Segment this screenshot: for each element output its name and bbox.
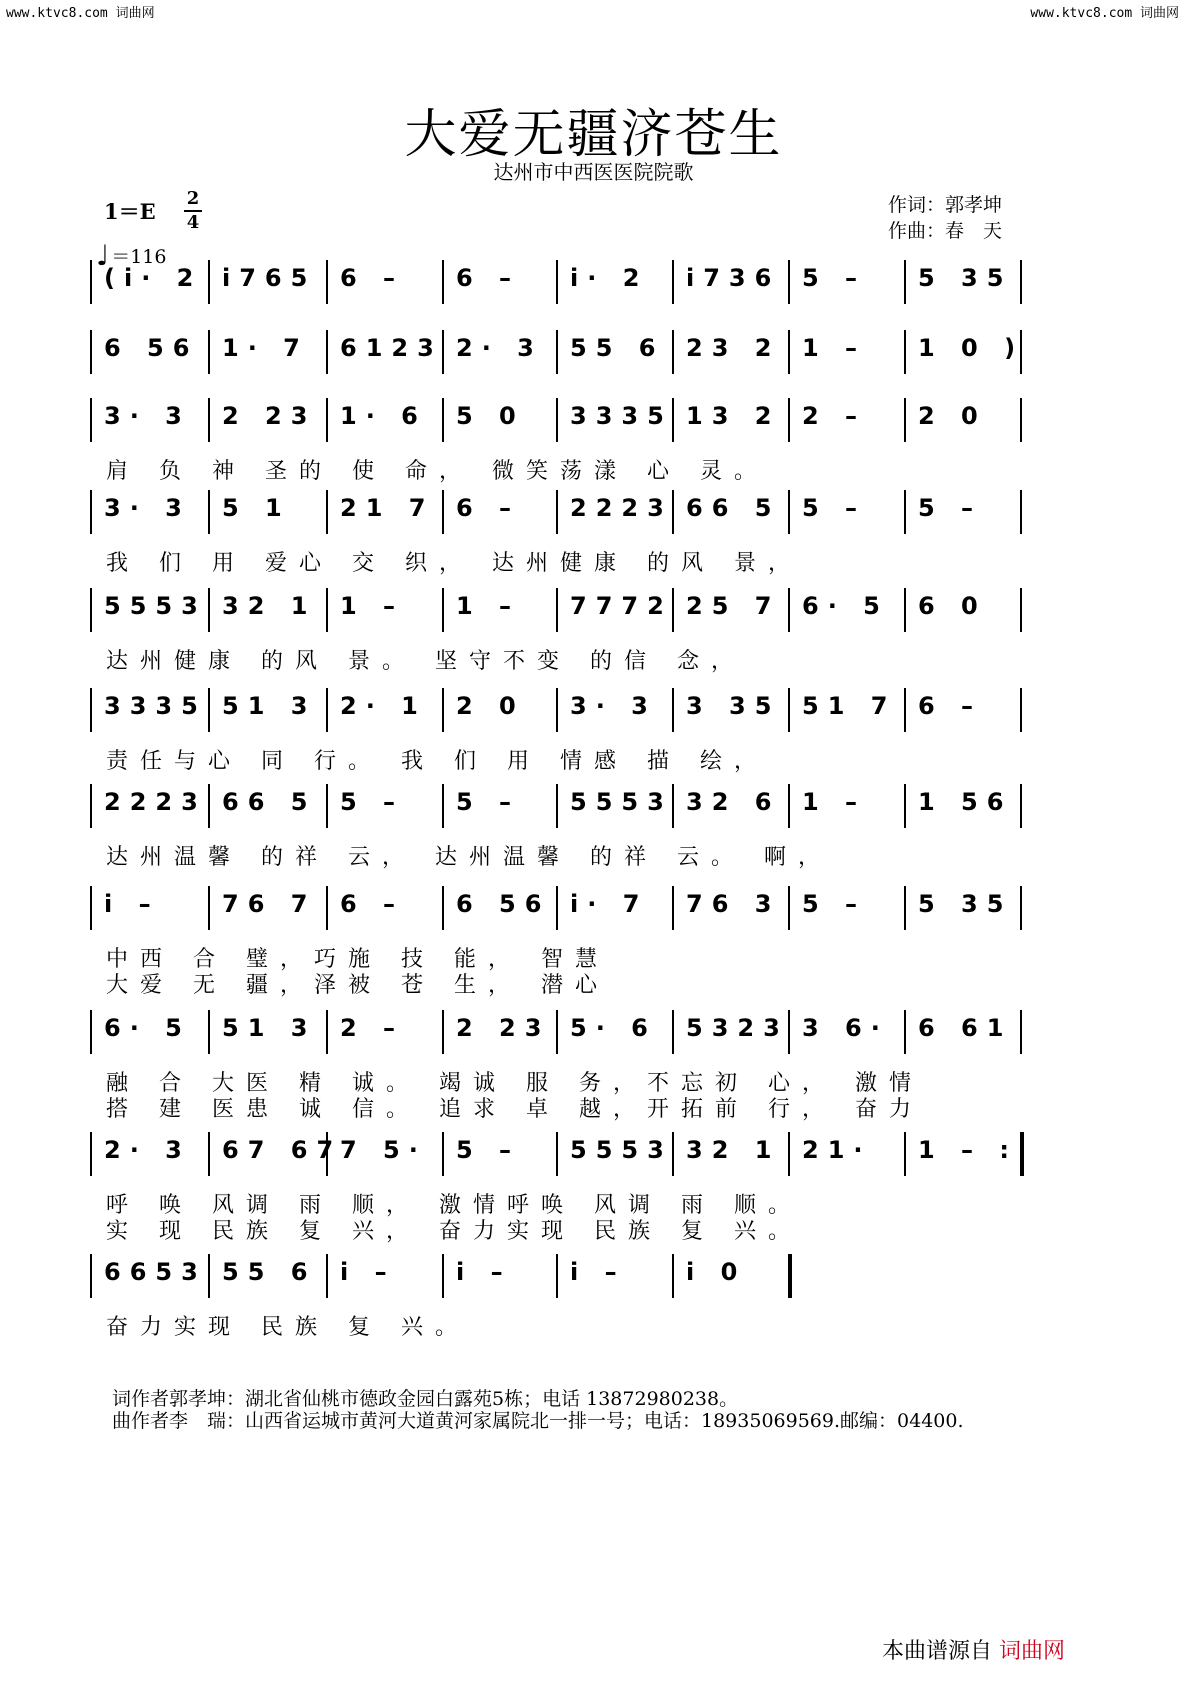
note-line [90, 782, 1100, 830]
measure-notes: 51 3 [222, 1014, 317, 1042]
measure [904, 396, 1020, 444]
barline [1020, 886, 1022, 930]
measure [672, 328, 788, 376]
measure [208, 1008, 326, 1056]
measure-notes: 3· 3 [104, 402, 191, 430]
measure-notes: 1 – [802, 788, 867, 816]
measure-notes: 2223 [570, 494, 673, 522]
measure [788, 884, 904, 932]
meter-bottom: 4 [186, 212, 200, 233]
song-subtitle: 达州市中西医医院院歌 [493, 160, 694, 184]
measure [208, 1130, 343, 1178]
measure [208, 884, 326, 932]
measure [208, 328, 326, 376]
measure [904, 884, 1020, 932]
measure-notes: 5 – [802, 264, 867, 292]
measure [208, 396, 326, 444]
measure-notes: 5553 [570, 788, 673, 816]
note-line [90, 1008, 1100, 1056]
measure [556, 686, 672, 734]
measure-notes: 2 – [802, 402, 867, 430]
measure [904, 1130, 1020, 1178]
source-note [882, 1634, 1065, 1665]
measure-notes: 1 – [340, 592, 405, 620]
measure [788, 1008, 904, 1056]
measure-notes: 3· 3 [570, 692, 657, 720]
measure [904, 782, 1020, 830]
measure-notes: 23 2 [686, 334, 781, 362]
measure [556, 1130, 672, 1178]
lyric-line: 肩 负 神 圣的 使 命， 微笑荡漾 心 灵。 [106, 459, 768, 484]
measure [556, 1252, 672, 1300]
measure-notes: 2· 1 [340, 692, 427, 720]
measure [672, 1130, 788, 1178]
measure-notes: 66 5 [222, 788, 317, 816]
measure-notes: 1 0 ) [918, 334, 1025, 362]
measure-notes: 1 56 [918, 788, 1013, 816]
measure [442, 1008, 556, 1056]
measure [672, 782, 788, 830]
measure [326, 884, 442, 932]
measure [326, 782, 442, 830]
measure-notes: i765 [222, 264, 317, 292]
measure-notes: 5 35 [918, 264, 1013, 292]
measure [788, 686, 904, 734]
measure [556, 884, 672, 932]
barline [1020, 1010, 1022, 1054]
measure-notes: 1· 7 [222, 334, 309, 362]
measure [672, 686, 788, 734]
barline [1020, 1132, 1024, 1176]
measure-notes: 6 61 [918, 1014, 1013, 1042]
measure-notes: 5 – [456, 1136, 521, 1164]
lyric-line: 中西 合 璧，巧施 技 能， 智慧 [106, 947, 609, 972]
measure-notes: 66 5 [686, 494, 781, 522]
measure-notes: 5· 6 [570, 1014, 657, 1042]
measure-notes: 21 7 [340, 494, 435, 522]
key-signature: 1＝E [104, 199, 156, 224]
measure [208, 586, 326, 634]
measure-notes: 3335 [104, 692, 207, 720]
measure [904, 586, 1020, 634]
barline [1020, 260, 1022, 304]
measure [788, 258, 904, 306]
measure [90, 884, 208, 932]
measure [442, 488, 556, 536]
measure [442, 396, 556, 444]
measure [208, 782, 326, 830]
lyric-line: 呼 唤 风调 雨 顺， 激情呼唤 风调 雨 顺。 [106, 1193, 802, 1218]
note-line [90, 586, 1100, 634]
measure-notes: i· 7 [570, 890, 649, 918]
note-line [90, 396, 1100, 444]
measure [556, 782, 672, 830]
lyric-line: 大爱 无 疆，泽被 苍 生， 潜心 [106, 973, 609, 998]
measure-notes: 32 6 [686, 788, 781, 816]
note-line [90, 1130, 1100, 1178]
measure-notes: 6 – [918, 692, 983, 720]
measure-notes: 5323 [686, 1014, 789, 1042]
measure [788, 328, 904, 376]
measure [672, 258, 788, 306]
measure-notes: 55 6 [570, 334, 665, 362]
measure-notes: 7772 [570, 592, 673, 620]
measure [672, 1252, 788, 1300]
measure [90, 258, 208, 306]
measure-notes: 32 1 [222, 592, 317, 620]
measure [672, 884, 788, 932]
barline [1020, 398, 1022, 442]
lyric-line: 我 们 用 爱心 交 织， 达州健康 的风 景， [106, 551, 802, 576]
watermark-left: www.ktvc8.com 词曲网 [6, 6, 155, 21]
measure [90, 782, 208, 830]
measure [326, 396, 442, 444]
measure-notes: 55 6 [222, 1258, 317, 1286]
measure [90, 328, 208, 376]
source-brand-link[interactable]: 词曲网 [999, 1639, 1066, 1664]
measure [326, 258, 442, 306]
barline [1020, 688, 1022, 732]
measure-notes: 76 7 [222, 890, 317, 918]
measure-notes: 2 23 [456, 1014, 551, 1042]
measure-notes: 2· 3 [456, 334, 543, 362]
measure-notes: (i· 2 [104, 264, 203, 292]
measure-notes: 51 7 [802, 692, 897, 720]
note-line [90, 328, 1100, 376]
source-prefix: 本曲谱源自 [882, 1639, 993, 1664]
measure [556, 328, 672, 376]
lyric-line: 责任与心 同 行。 我 们 用 情感 描 绘， [106, 749, 768, 774]
measure [90, 396, 208, 444]
measure [672, 586, 788, 634]
measure [208, 258, 326, 306]
measure-notes: 5 – [918, 494, 983, 522]
meter-top: 2 [186, 188, 200, 209]
lyric-line: 搭 建 医患 诚 信。 追求 卓 越，开拓前 行， 奋力 [106, 1097, 923, 1122]
measure [556, 488, 672, 536]
measure-notes: 5 – [802, 890, 867, 918]
note-line [90, 488, 1100, 536]
measure-notes: i – [340, 1258, 396, 1286]
measure-notes: i736 [686, 264, 781, 292]
time-signature [182, 188, 204, 234]
measure-notes: 3· 3 [104, 494, 191, 522]
measure [556, 1008, 672, 1056]
measure [442, 884, 556, 932]
measure-notes: 3 6· [802, 1014, 889, 1042]
measure [904, 1008, 1020, 1056]
measure [672, 488, 788, 536]
note-line [90, 1252, 1100, 1300]
measure [90, 1008, 208, 1056]
measure-notes: 5 35 [918, 890, 1013, 918]
measure-notes: i – [456, 1258, 512, 1286]
note-line [90, 258, 1100, 306]
measure-notes: 6653 [104, 1258, 207, 1286]
measure-notes: 6· 5 [104, 1014, 191, 1042]
measure-notes: 5 0 [456, 402, 525, 430]
measure [788, 1130, 904, 1178]
measure-notes: 2 – [340, 1014, 405, 1042]
lyric-line: 奋力实现 民族 复 兴。 [106, 1315, 469, 1340]
measure [208, 1252, 326, 1300]
measure [90, 686, 208, 734]
measure [904, 258, 1020, 306]
measure-notes: 5553 [104, 592, 207, 620]
measure [442, 686, 556, 734]
measure-notes: i – [104, 890, 160, 918]
measure-notes: 6 56 [456, 890, 551, 918]
tempo-value: ＝116 [111, 246, 167, 268]
measure [556, 586, 672, 634]
measure-notes: 1 – [456, 592, 521, 620]
barline [1020, 588, 1022, 632]
measure-notes: 13 2 [686, 402, 781, 430]
measure [326, 586, 442, 634]
note-line [90, 686, 1100, 734]
barline [1020, 784, 1022, 828]
measure-notes: 2223 [104, 788, 207, 816]
measure-notes: 6 – [456, 494, 521, 522]
measure-notes: 1 – : [918, 1136, 1019, 1164]
measure-notes: 3335 [570, 402, 673, 430]
barline [1020, 490, 1022, 534]
watermark-right: www.ktvc8.com 词曲网 [1030, 6, 1179, 21]
measure [326, 328, 442, 376]
measure [442, 586, 556, 634]
measure [442, 782, 556, 830]
measure-notes: 2 0 [918, 402, 987, 430]
measure-notes: 3 35 [686, 692, 781, 720]
lyric-line: 融 合 大医 精 诚。 竭诚 服 务，不忘初 心， 激情 [106, 1071, 923, 1096]
measure-notes: 67 67 [222, 1136, 343, 1164]
measure-notes: 6 – [340, 264, 405, 292]
measure [904, 686, 1020, 734]
measure [208, 686, 326, 734]
measure-notes: 6· 5 [802, 592, 889, 620]
measure [672, 1008, 788, 1056]
measure [788, 586, 904, 634]
measure-notes: 6 0 [918, 592, 987, 620]
lyricist-contact: 词作者郭孝坤：湖北省仙桃市德政金园白露苑5栋；电话 13872980238。 [112, 1388, 739, 1410]
measure-notes: 1 – [802, 334, 867, 362]
measure [442, 258, 556, 306]
quarter-note-icon: ♩ [96, 238, 110, 272]
measure [326, 1130, 442, 1178]
measure [326, 686, 442, 734]
measure-notes: 76 3 [686, 890, 781, 918]
measure [788, 396, 904, 444]
measure-notes: 6 – [340, 890, 405, 918]
measure [90, 488, 208, 536]
measure-notes: 2 0 [456, 692, 525, 720]
measure-notes: 5 – [340, 788, 405, 816]
measure [90, 1130, 208, 1178]
measure [442, 1252, 556, 1300]
measure [90, 1252, 208, 1300]
measure-notes: 25 7 [686, 592, 781, 620]
song-title: 大爱无疆济苍生 [404, 105, 783, 165]
composer-credit: 作曲：春 天 [888, 220, 1003, 242]
lyric-line: 实 现 民族 复 兴， 奋力实现 民族 复 兴。 [106, 1219, 802, 1244]
measure [90, 586, 208, 634]
measure-notes: 51 3 [222, 692, 317, 720]
measure [326, 1252, 442, 1300]
composer-contact: 曲作者李 瑞：山西省运城市黄河大道黄河家属院北一排一号；电话：18935069569.邮编：04400. [112, 1410, 964, 1432]
note-line [90, 884, 1100, 932]
lyric-line: 达州温馨 的祥 云， 达州温馨 的祥 云。 啊， [106, 845, 832, 870]
measure-notes: 32 1 [686, 1136, 781, 1164]
measure-notes: 5553 [570, 1136, 673, 1164]
measure-notes: 7 5· [340, 1136, 427, 1164]
measure-notes: 5 1 [222, 494, 291, 522]
measure-notes: i – [570, 1258, 626, 1286]
lyricist-credit: 作词：郭孝坤 [888, 194, 1003, 216]
measure-notes: 5 – [802, 494, 867, 522]
measure-notes: 2· 3 [104, 1136, 191, 1164]
measure [326, 488, 442, 536]
measure [556, 258, 672, 306]
measure-notes: 21· [802, 1136, 872, 1164]
measure-notes: 2 23 [222, 402, 317, 430]
measure [788, 488, 904, 536]
measure [442, 328, 556, 376]
measure-notes: 1· 6 [340, 402, 427, 430]
measure-notes: 6 56 [104, 334, 199, 362]
measure-notes: 6 – [456, 264, 521, 292]
measure [208, 488, 326, 536]
measure-notes: i· 2 [570, 264, 649, 292]
measure [672, 396, 788, 444]
measure [556, 396, 672, 444]
measure [326, 1008, 442, 1056]
measure [442, 1130, 556, 1178]
measure-notes: 5 – [456, 788, 521, 816]
measure [788, 782, 904, 830]
measure-notes: i 0 [686, 1258, 747, 1286]
lyric-line: 达州健康 的风 景。 坚守不变 的信 念， [106, 649, 745, 674]
measure-notes: 6123 [340, 334, 443, 362]
measure [904, 328, 1025, 376]
barline [788, 1254, 792, 1298]
measure [904, 488, 1020, 536]
